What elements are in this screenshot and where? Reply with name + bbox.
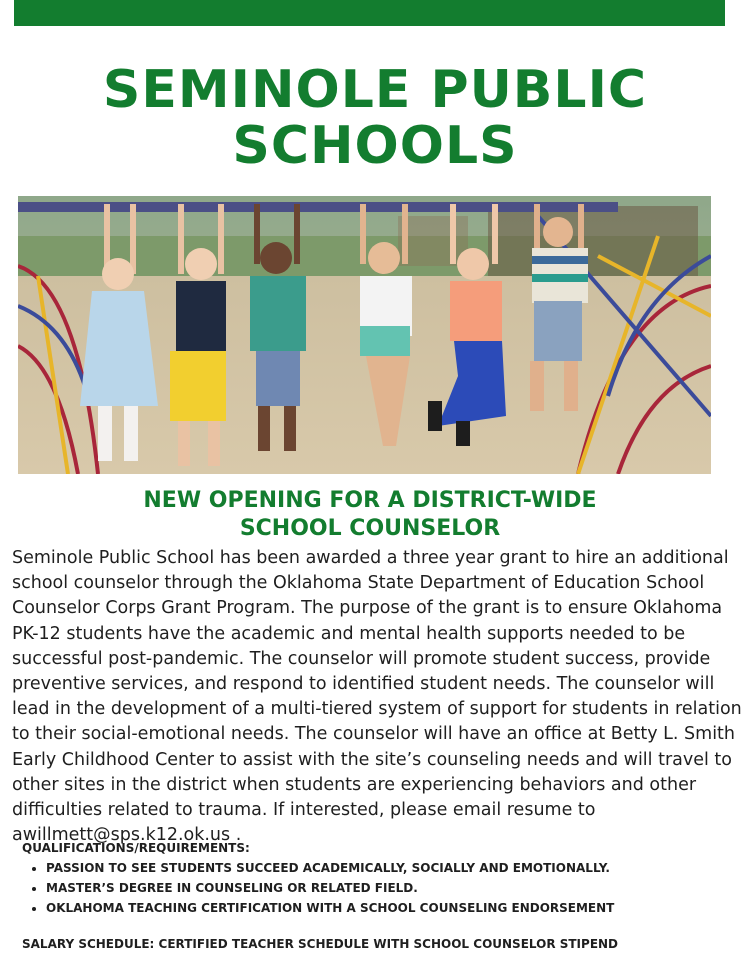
qualification-item: • MASTER’S DEGREE IN COUNSELING OR RELATED FIELD.	[46, 878, 742, 898]
page-title	[0, 62, 750, 174]
qualification-item: • OKLAHOMA TEACHING CERTIFICATION WITH A SCHOOL COUNSELING ENDORSEMENT	[46, 898, 742, 918]
qualification-item: • PASSION TO SEE STUDENTS SUCCEED ACADEMICALLY, SOCIALLY AND EMOTIONALLY.	[46, 858, 742, 878]
top-banner-bar	[14, 0, 725, 26]
qualifications-section	[22, 838, 742, 918]
qualifications-heading: QUALIFICATIONS/REQUIREMENTS:	[22, 841, 250, 855]
opening-title	[0, 487, 740, 543]
hero-playground-photo	[18, 196, 711, 474]
qualifications-list	[22, 858, 742, 918]
opening-title-line-2: SCHOOL COUNSELOR	[239, 516, 501, 541]
salary-schedule: SALARY SCHEDULE: CERTIFIED TEACHER SCHEDULE WITH SCHOOL COUNSELOR STIPEND	[22, 937, 619, 951]
opening-description: Seminole Public School has been awarded a three year grant to hire an additional school counselor through the Oklahoma State Department of Education School Counselor Corps Grant Program. The purpose of the grant is to ensure Oklahoma PK-12 students have the academic and mental health supports needed to be successful post-pandemic. The counselor will promote student success, provide preventive services, and respond to identified student needs. The counselor will lead in the development of a multi-tiered system of support for students in relation to their social-emotional needs. The counselor will have an office at Betty L. Smith Early Childhood Center to assist with the site’s counseling needs and will travel to other sites in the district when students are experiencing behaviors and other difficulties related to trauma. If interested, please email resume to awillmett@sps.k12.ok.us .	[12, 548, 742, 846]
opening-title-line-1: NEW OPENING FOR A DISTRICT-WIDE	[143, 488, 597, 513]
page-title-line-1: SEMINOLE PUBLIC	[102, 60, 648, 120]
page-title-line-2: SCHOOLS	[232, 116, 518, 176]
